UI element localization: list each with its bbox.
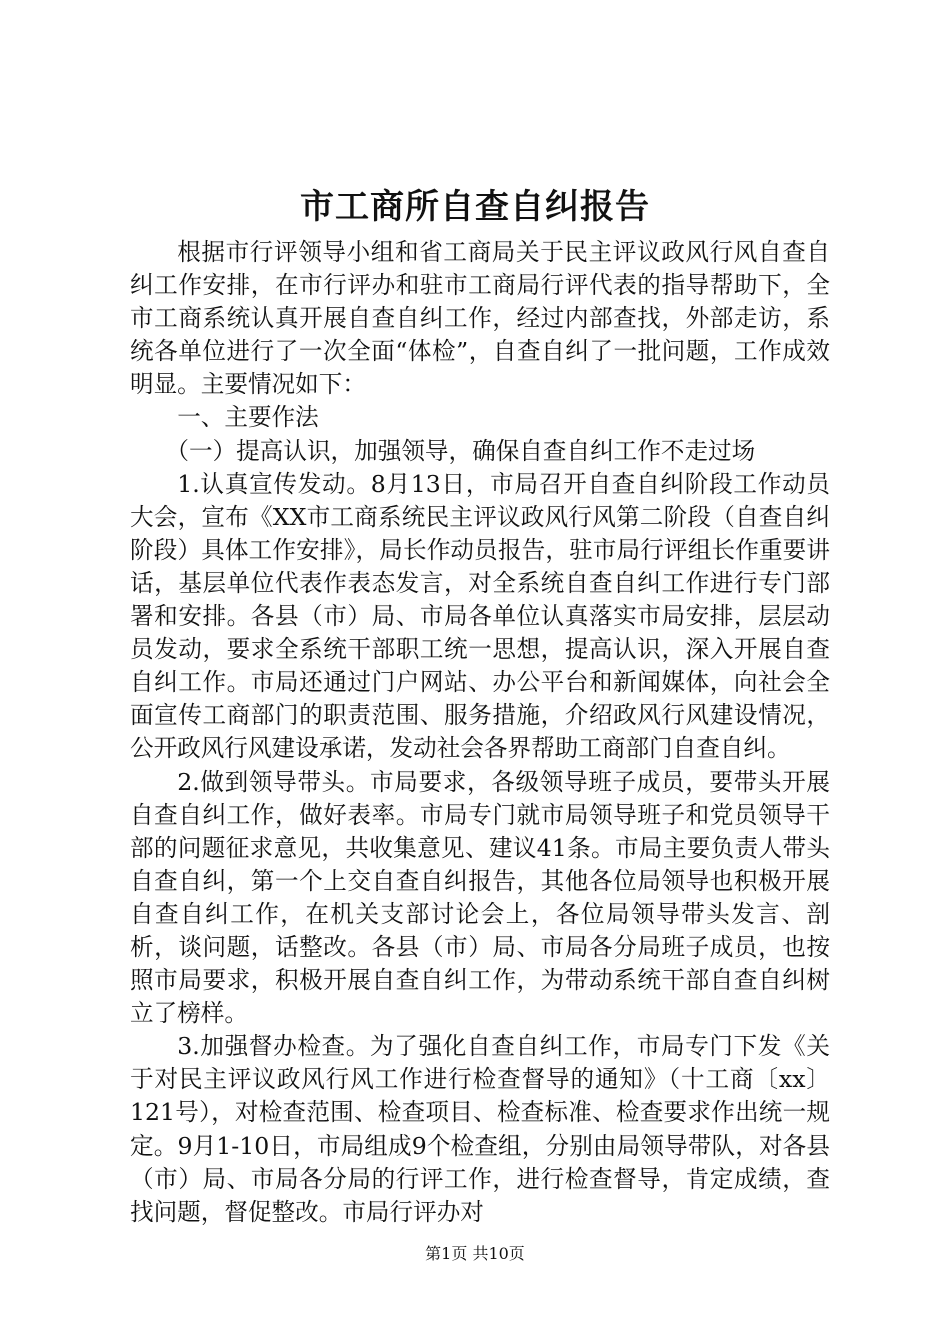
body-paragraph: 1.认真宣传发动。8月13日，市局召开自查自纠阶段工作动员大会，宣布《XX市工商系统民主评议政风行风第二阶段（自查自纠阶段）具体工作安排》，局长作动员报告，驻市局行评组长作重要讲话，基层单位代表作表态发言，对全系统自查自纠工作进行专门部署和安排。各县（市）局、市局各单位认真落实市局安排，层层动员发动，要求全系统干部职工统一思想，提高认识，深入开展自查自纠工作。市局还通过门户网站、办公平台和新闻媒体，向社会全面宣传工商部门的职责范围、服务措施，介绍政风行风建设情况，公开政风行风建设承诺，发动社会各界帮助工商部门自查自纠。 xyxy=(130,469,830,763)
body-paragraph: 2.做到领导带头。市局要求，各级领导班子成员，要带头开展自查自纠工作，做好表率。市局专门就市局领导班子和党员领导干部的问题征求意见，共收集意见、建议41条。市局主要负责人带头自查自纠，第一个上交自查自纠报告，其他各位局领导也积极开展自查自纠工作，在机关支部讨论会上，各位局领导带头发言、剖析，谈问题，话整改。各县（市）局、市局各分局班子成员，也按照市局要求，积极开展自查自纠工作，为带动系统干部自查自纠树立了榜样。 xyxy=(130,767,830,1028)
document-title: 市工商所自查自纠报告 xyxy=(300,187,650,227)
subsection-heading: （一）提高认识，加强领导，确保自查自纠工作不走过场 xyxy=(165,436,756,465)
document-body xyxy=(130,236,830,1229)
body-paragraph: 3.加强督办检查。为了强化自查自纠工作，市局专门下发《关于对民主评议政风行风工作进行检查督导的通知》（十工商〔xx〕121号），对检查范围、检查项目、检查标准、检查要求作出统一规定。9月1-10日，市局组成9个检查组，分别由局领导带队，对各县（市）局、市局各分局的行评工作，进行检查督导，肯定成绩，查找问题，督促整改。市局行评办对 xyxy=(130,1032,830,1226)
page-number-footer: 第1页 共10页 xyxy=(425,1244,525,1263)
section-heading: 一、主要作法 xyxy=(177,403,319,432)
intro-paragraph: 根据市行评领导小组和省工商局关于民主评议政风行风自查自纠工作安排，在市行评办和驻市工商局行评代表的指导帮助下，全市工商系统认真开展自查自纠工作，经过内部查找，外部走访，系统各单位进行了一次全面“体检”，自查自纠了一批问题，工作成效明显。主要情况如下： xyxy=(130,238,830,399)
